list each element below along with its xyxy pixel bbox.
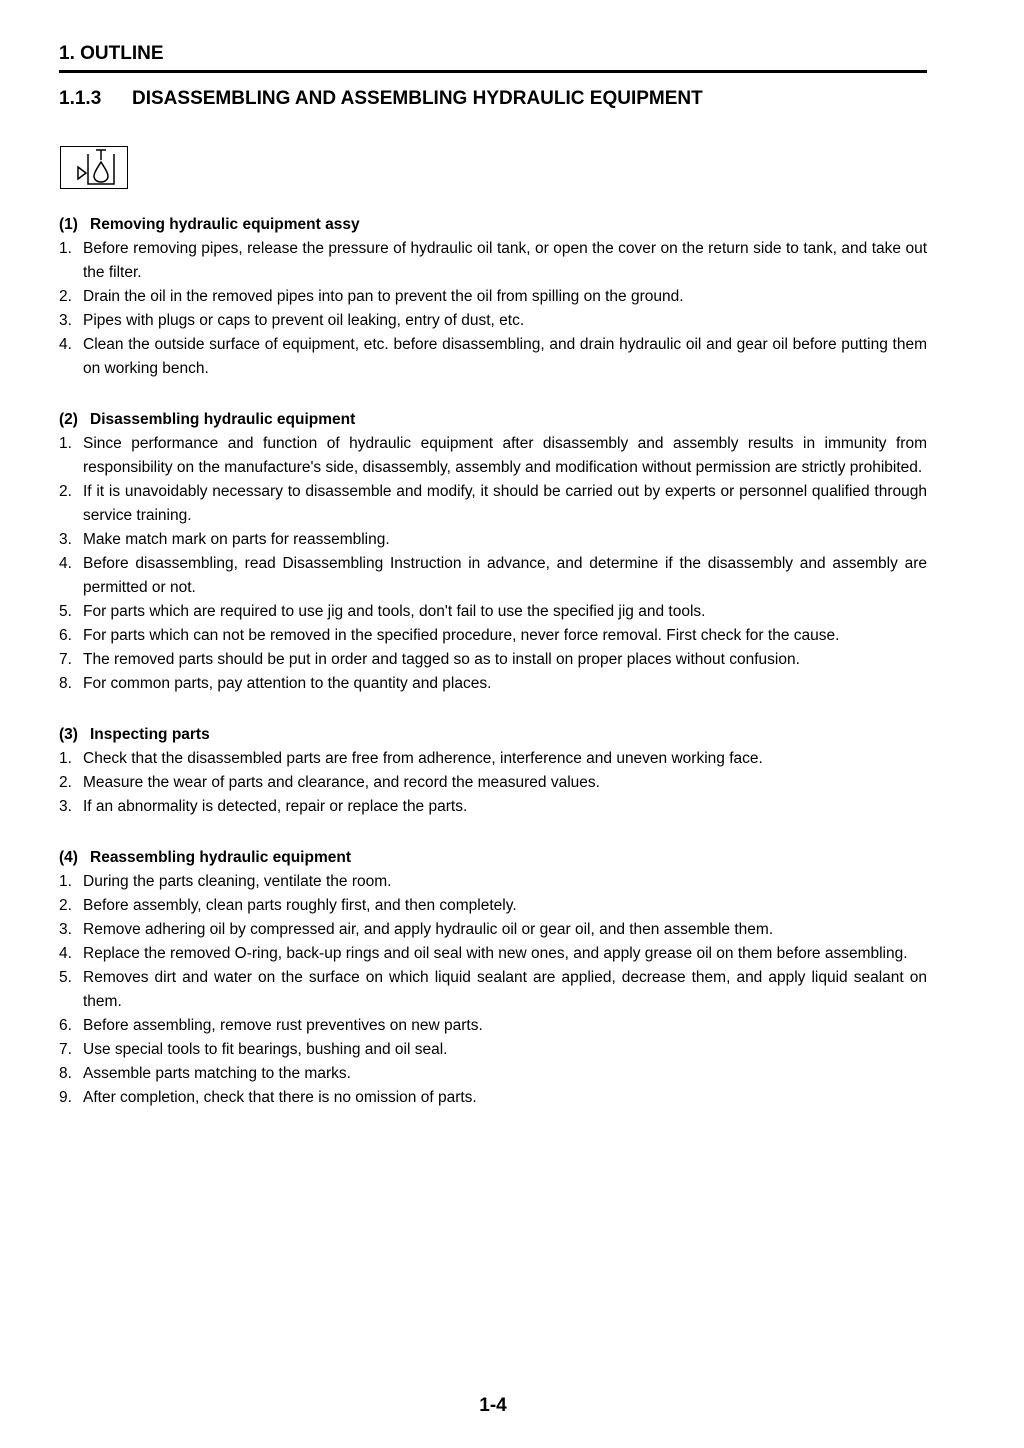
page-number: 1-4 bbox=[479, 1395, 507, 1416]
list-item-number: 7. bbox=[59, 651, 72, 668]
list-item-text: Measure the wear of parts and clearance, and record the measured values. bbox=[83, 774, 600, 791]
list-item-text: Since performance and function of hydraulic equipment after disassembly and assembly results in immunity from responsibility on the manufacture's side, disassembly, assembly and modification without permission are strictly prohibited. bbox=[83, 435, 927, 476]
list-item bbox=[59, 966, 927, 1014]
list-item-text: For parts which are required to use jig and tools, don't fail to use the specified jig and tools. bbox=[83, 603, 706, 620]
list-item-number: 2. bbox=[59, 897, 72, 914]
list-item-number: 6. bbox=[59, 627, 72, 644]
list-item-text: If an abnormality is detected, repair or replace the parts. bbox=[83, 798, 468, 815]
subsection bbox=[59, 846, 927, 1110]
list-item bbox=[59, 1038, 927, 1062]
list-item-text: Clean the outside surface of equipment, etc. before disassembling, and drain hydraulic oil and gear oil before putting them on working bench. bbox=[83, 336, 927, 377]
list-item-number: 9. bbox=[59, 1089, 72, 1106]
list-item bbox=[59, 237, 927, 285]
list-item-number: 5. bbox=[59, 603, 72, 620]
subsection-number: (3) bbox=[59, 726, 78, 743]
step-list bbox=[59, 237, 927, 381]
list-item bbox=[59, 918, 927, 942]
list-item bbox=[59, 333, 927, 381]
list-item bbox=[59, 894, 927, 918]
list-item-text: Check that the disassembled parts are free from adherence, interference and uneven working face. bbox=[83, 750, 763, 767]
list-item-text: Make match mark on parts for reassembling. bbox=[83, 531, 390, 548]
subsection-heading bbox=[59, 723, 927, 747]
list-item-text: Removes dirt and water on the surface on which liquid sealant are applied, decrease them, and apply liquid sealant on them. bbox=[83, 969, 927, 1010]
list-item bbox=[59, 528, 927, 552]
list-item-text: Assemble parts matching to the marks. bbox=[83, 1065, 351, 1082]
list-item bbox=[59, 1086, 927, 1110]
subsection-heading bbox=[59, 846, 927, 870]
subsection-number: (4) bbox=[59, 849, 78, 866]
list-item bbox=[59, 432, 927, 480]
section-title: DISASSEMBLING AND ASSEMBLING HYDRAULIC EQUIPMENT bbox=[132, 88, 703, 109]
list-item-number: 2. bbox=[59, 483, 72, 500]
list-item-number: 5. bbox=[59, 969, 72, 986]
subsection-heading bbox=[59, 408, 927, 432]
list-item-number: 8. bbox=[59, 675, 72, 692]
hydraulic-symbol-box bbox=[60, 146, 128, 189]
subsection-number: (2) bbox=[59, 411, 78, 428]
list-item bbox=[59, 795, 927, 819]
list-item-text: Before assembly, clean parts roughly first, and then completely. bbox=[83, 897, 517, 914]
list-item-number: 1. bbox=[59, 435, 72, 452]
list-item-text: The removed parts should be put in order and tagged so as to install on proper places without confusion. bbox=[83, 651, 800, 668]
subsection-heading bbox=[59, 213, 927, 237]
list-item bbox=[59, 672, 927, 696]
list-item-text: Before removing pipes, release the pressure of hydraulic oil tank, or open the cover on the return side to tank, and take out the filter. bbox=[83, 240, 927, 281]
list-item-text: If it is unavoidably necessary to disassemble and modify, it should be carried out by experts or personnel qualified through service training. bbox=[83, 483, 927, 524]
list-item-number: 8. bbox=[59, 1065, 72, 1082]
page-header bbox=[59, 42, 927, 73]
list-item bbox=[59, 1062, 927, 1086]
list-item-text: Pipes with plugs or caps to prevent oil leaking, entry of dust, etc. bbox=[83, 312, 525, 329]
list-item bbox=[59, 942, 927, 966]
hydraulic-oil-tank-icon bbox=[61, 147, 127, 188]
list-item-number: 1. bbox=[59, 750, 72, 767]
list-item bbox=[59, 552, 927, 600]
list-item-number: 2. bbox=[59, 288, 72, 305]
list-item bbox=[59, 648, 927, 672]
list-item-text: After completion, check that there is no omission of parts. bbox=[83, 1089, 477, 1106]
subsection-title: Removing hydraulic equipment assy bbox=[90, 216, 360, 233]
list-item-number: 2. bbox=[59, 774, 72, 791]
list-item-number: 3. bbox=[59, 798, 72, 815]
page-header-title: 1. OUTLINE bbox=[59, 43, 164, 64]
list-item bbox=[59, 870, 927, 894]
list-item-number: 1. bbox=[59, 873, 72, 890]
list-item-number: 4. bbox=[59, 945, 72, 962]
list-item-text: For common parts, pay attention to the quantity and places. bbox=[83, 675, 492, 692]
list-item bbox=[59, 285, 927, 309]
list-item-number: 3. bbox=[59, 312, 72, 329]
subsection bbox=[59, 408, 927, 696]
list-item-text: During the parts cleaning, ventilate the room. bbox=[83, 873, 392, 890]
list-item-number: 1. bbox=[59, 240, 72, 257]
list-item bbox=[59, 600, 927, 624]
list-item bbox=[59, 480, 927, 528]
section-number: 1.1.3 bbox=[59, 88, 102, 109]
list-item bbox=[59, 309, 927, 333]
list-item-number: 7. bbox=[59, 1041, 72, 1058]
list-item bbox=[59, 624, 927, 648]
list-item-number: 4. bbox=[59, 555, 72, 572]
subsection-title: Inspecting parts bbox=[90, 726, 210, 743]
list-item-text: Use special tools to fit bearings, bushing and oil seal. bbox=[83, 1041, 448, 1058]
step-list bbox=[59, 870, 927, 1110]
list-item-text: Drain the oil in the removed pipes into pan to prevent the oil from spilling on the ground. bbox=[83, 288, 684, 305]
list-item bbox=[59, 1014, 927, 1038]
list-item-number: 6. bbox=[59, 1017, 72, 1034]
step-list bbox=[59, 747, 927, 819]
list-item-text: Replace the removed O-ring, back-up rings and oil seal with new ones, and apply grease oil on them before assembling. bbox=[83, 945, 908, 962]
procedure-content bbox=[59, 213, 927, 1137]
list-item-text: Before assembling, remove rust preventives on new parts. bbox=[83, 1017, 483, 1034]
list-item-number: 3. bbox=[59, 531, 72, 548]
list-item-text: For parts which can not be removed in the specified procedure, never force removal. First check for the cause. bbox=[83, 627, 840, 644]
list-item-text: Before disassembling, read Disassembling Instruction in advance, and determine if the disassembly and assembly are permitted or not. bbox=[83, 555, 927, 596]
subsection bbox=[59, 213, 927, 381]
step-list bbox=[59, 432, 927, 696]
list-item-number: 4. bbox=[59, 336, 72, 353]
list-item-number: 3. bbox=[59, 921, 72, 938]
subsection-number: (1) bbox=[59, 216, 78, 233]
list-item bbox=[59, 747, 927, 771]
subsection-title: Reassembling hydraulic equipment bbox=[90, 849, 351, 866]
section-heading bbox=[59, 87, 927, 111]
list-item bbox=[59, 771, 927, 795]
subsection-title: Disassembling hydraulic equipment bbox=[90, 411, 356, 428]
subsection bbox=[59, 723, 927, 819]
list-item-text: Remove adhering oil by compressed air, and apply hydraulic oil or gear oil, and then assemble them. bbox=[83, 921, 774, 938]
